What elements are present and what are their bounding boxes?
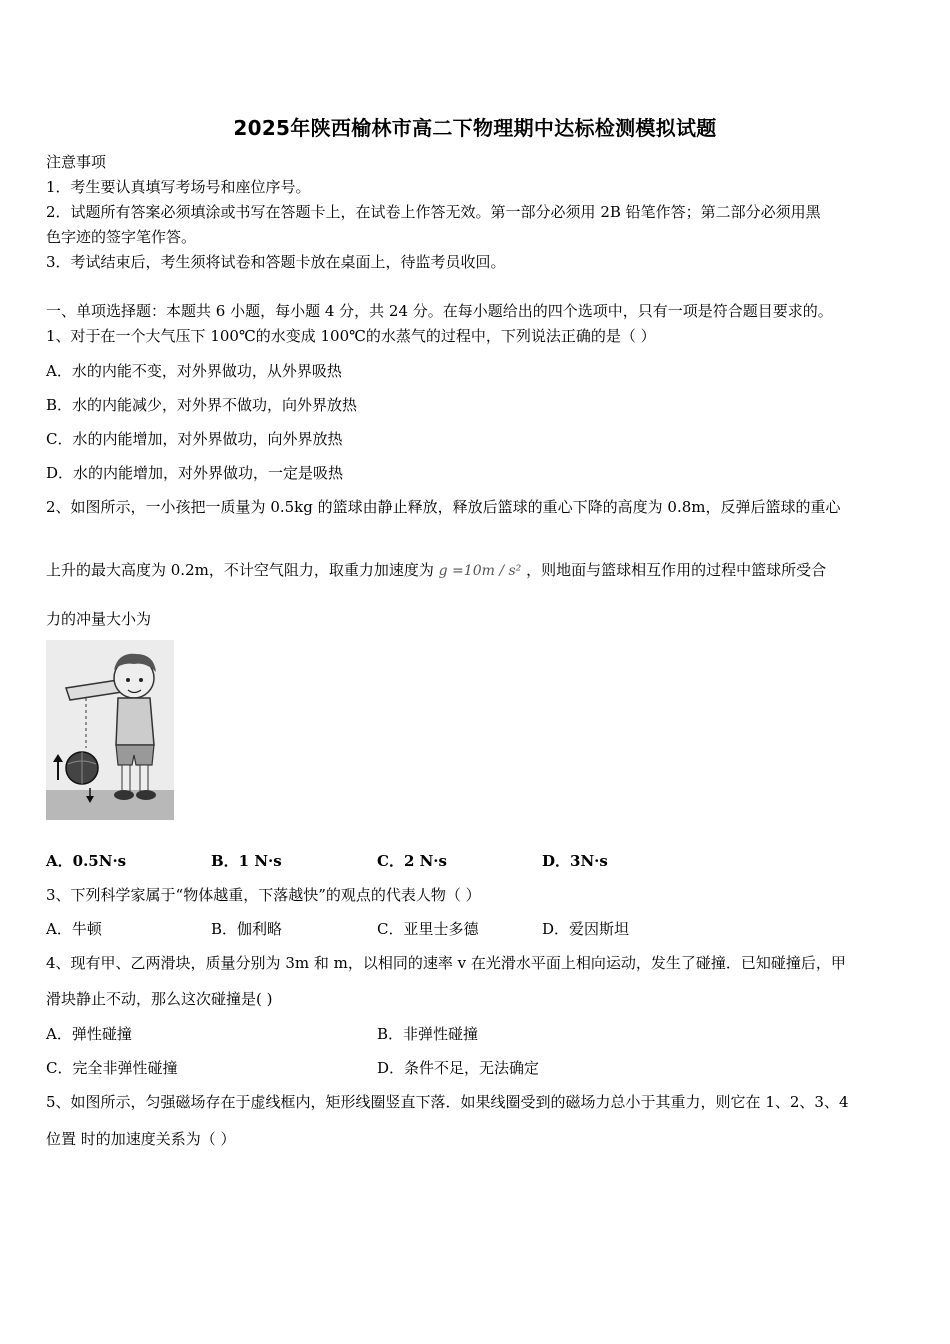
question-1-option-c: C．水的内能增加，对外界做功，向外界放热 <box>46 430 343 448</box>
question-2-line-2-end: ，则地面与篮球相互作用的过程中篮球所受合 <box>526 561 827 579</box>
question-5-line-1: 5、如图所示，匀强磁场存在于虚线框内，矩形线圈竖直下落．如果线圈受到的磁场力总小于其重力，则它在 1、2、3、4 <box>46 1093 849 1111</box>
question-2-option-a: A．0.5N·s <box>46 852 127 870</box>
question-3-option-b: B．伽利略 <box>211 920 283 938</box>
child-basketball-figure <box>46 640 174 820</box>
question-2-line-2-start: 上升的最大高度为 0.2m，不计空气阻力，取重力加速度为 <box>46 561 434 579</box>
notice-item: 3．考试结束后，考生须将试卷和答题卡放在桌面上，待监考员收回。 <box>46 253 506 271</box>
question-3-option-a: A．牛顿 <box>46 920 102 938</box>
gravity-formula: g =10m / s² <box>438 563 522 579</box>
section-heading: 一、单项选择题：本题共 6 小题，每小题 4 分，共 24 分。在每小题给出的四个选项中，只有一项是符合题目要求的。 <box>46 302 833 320</box>
child-basketball-illustration <box>46 640 174 820</box>
question-2-line-2 <box>46 560 826 581</box>
question-2-option-b: B．1 N·s <box>211 852 282 870</box>
question-1-option-b: B．水的内能减少，对外界不做功，向外界放热 <box>46 396 358 414</box>
question-4-option-a: A．弹性碰撞 <box>46 1025 132 1043</box>
question-1-option-a: A．水的内能不变，对外界做功，从外界吸热 <box>46 362 342 380</box>
notice-item: 2．试题所有答案必须填涂或书写在答题卡上，在试卷上作答无效。第一部分必须用 2B 铅笔作答；第二部分必须用黑 <box>46 203 821 221</box>
question-4-option-c: C．完全非弹性碰撞 <box>46 1059 178 1077</box>
question-5-line-2: 位置 时的加速度关系为（ ） <box>46 1130 236 1148</box>
question-3-option-c: C．亚里士多德 <box>377 920 479 938</box>
notice-item: 色字迹的签字笔作答。 <box>46 228 197 246</box>
question-1-stem: 1、对于在一个大气压下 100℃的水变成 100℃的水蒸气的过程中，下列说法正确的是（ ） <box>46 327 656 345</box>
notice-item: 1．考生要认真填写考场号和座位序号。 <box>46 178 311 196</box>
notice-heading: 注意事项 <box>46 153 107 171</box>
question-2-line-1: 2、如图所示，一小孩把一质量为 0.5kg 的篮球由静止释放，释放后篮球的重心下降的高度为 0.8m，反弹后篮球的重心 <box>46 498 841 516</box>
question-3-option-d: D．爱因斯坦 <box>542 920 630 938</box>
question-4-option-b: B．非弹性碰撞 <box>377 1025 479 1043</box>
question-2-option-d: D．3N·s <box>542 852 608 870</box>
question-4-line-2: 滑块静止不动，那么这次碰撞是( ) <box>46 990 273 1008</box>
question-4-option-d: D．条件不足，无法确定 <box>377 1059 540 1077</box>
question-4-line-1: 4、现有甲、乙两滑块，质量分别为 3m 和 m，以相同的速率 v 在光滑水平面上相向运动，发生了碰撞．已知碰撞后，甲 <box>46 954 846 972</box>
page-title: 2025年陕西榆林市高二下物理期中达标检测模拟试题 <box>233 116 717 140</box>
question-3-stem: 3、下列科学家属于“物体越重，下落越快”的观点的代表人物（ ） <box>46 886 481 904</box>
question-2-option-c: C．2 N·s <box>377 852 447 870</box>
question-2-line-3: 力的冲量大小为 <box>46 610 152 628</box>
question-1-option-d: D．水的内能增加，对外界做功，一定是吸热 <box>46 464 344 482</box>
